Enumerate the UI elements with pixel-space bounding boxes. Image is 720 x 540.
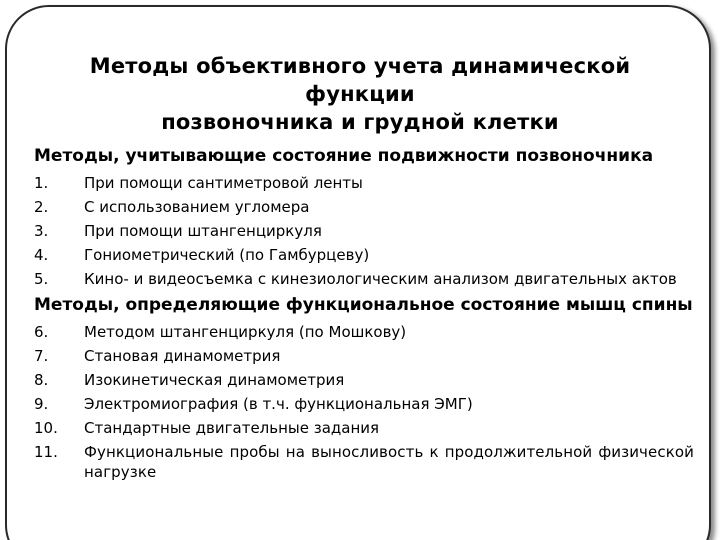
list-item (34, 442, 694, 482)
item-number: 11. (34, 443, 58, 461)
item-number: 10. (34, 419, 58, 437)
item-text: Изокинетическая динамометрия (84, 371, 345, 389)
list-item (34, 197, 694, 217)
item-text: Электромиография (в т.ч. функциональная ЭМГ) (84, 395, 473, 413)
list-item (34, 173, 694, 193)
list-item (34, 394, 694, 414)
item-text: Становая динамометрия (84, 347, 281, 365)
muscle-methods-list (34, 322, 694, 482)
item-text: Стандартные двигательные задания (84, 419, 380, 437)
section-heading-muscles: Методы, определяющие функциональное состояние мышц спины (34, 295, 693, 315)
list-item (34, 245, 694, 265)
list-item (34, 221, 694, 241)
title-line-1: Методы объективного учета динамической (89, 54, 631, 78)
item-number: 4. (34, 246, 49, 264)
section-heading-mobility: Методы, учитывающие состояние подвижности позвоночника (34, 146, 654, 166)
item-number: 2. (34, 198, 49, 216)
slide-content (34, 144, 694, 486)
mobility-methods-list (34, 173, 694, 289)
slide-title (30, 52, 690, 136)
title-line-2: функции (305, 82, 415, 106)
title-line-3: позвоночника и грудной клетки (161, 110, 559, 134)
list-item (34, 322, 694, 342)
item-text: С использованием угломера (84, 198, 310, 216)
list-item (34, 370, 694, 390)
item-number: 3. (34, 222, 49, 240)
item-number: 7. (34, 347, 49, 365)
item-text: Методом штангенциркуля (по Мошкову) (84, 323, 407, 341)
item-text: При помощи штангенциркуля (84, 222, 322, 240)
item-number: 8. (34, 371, 49, 389)
list-item (34, 418, 694, 438)
list-item (34, 269, 694, 289)
item-text: Кино- и видеосъемка с кинезиологическим анализом двигательных актов (84, 270, 677, 288)
item-number: 5. (34, 270, 49, 288)
item-number: 1. (34, 174, 49, 192)
item-text: Гониометрический (по Гамбурцеву) (84, 246, 370, 264)
item-text: При помощи сантиметровой ленты (84, 174, 363, 192)
item-number: 6. (34, 323, 49, 341)
item-number: 9. (34, 395, 49, 413)
item-text: Функциональные пробы на выносливость к продолжительной физической нагрузке (84, 443, 694, 481)
list-item (34, 346, 694, 366)
